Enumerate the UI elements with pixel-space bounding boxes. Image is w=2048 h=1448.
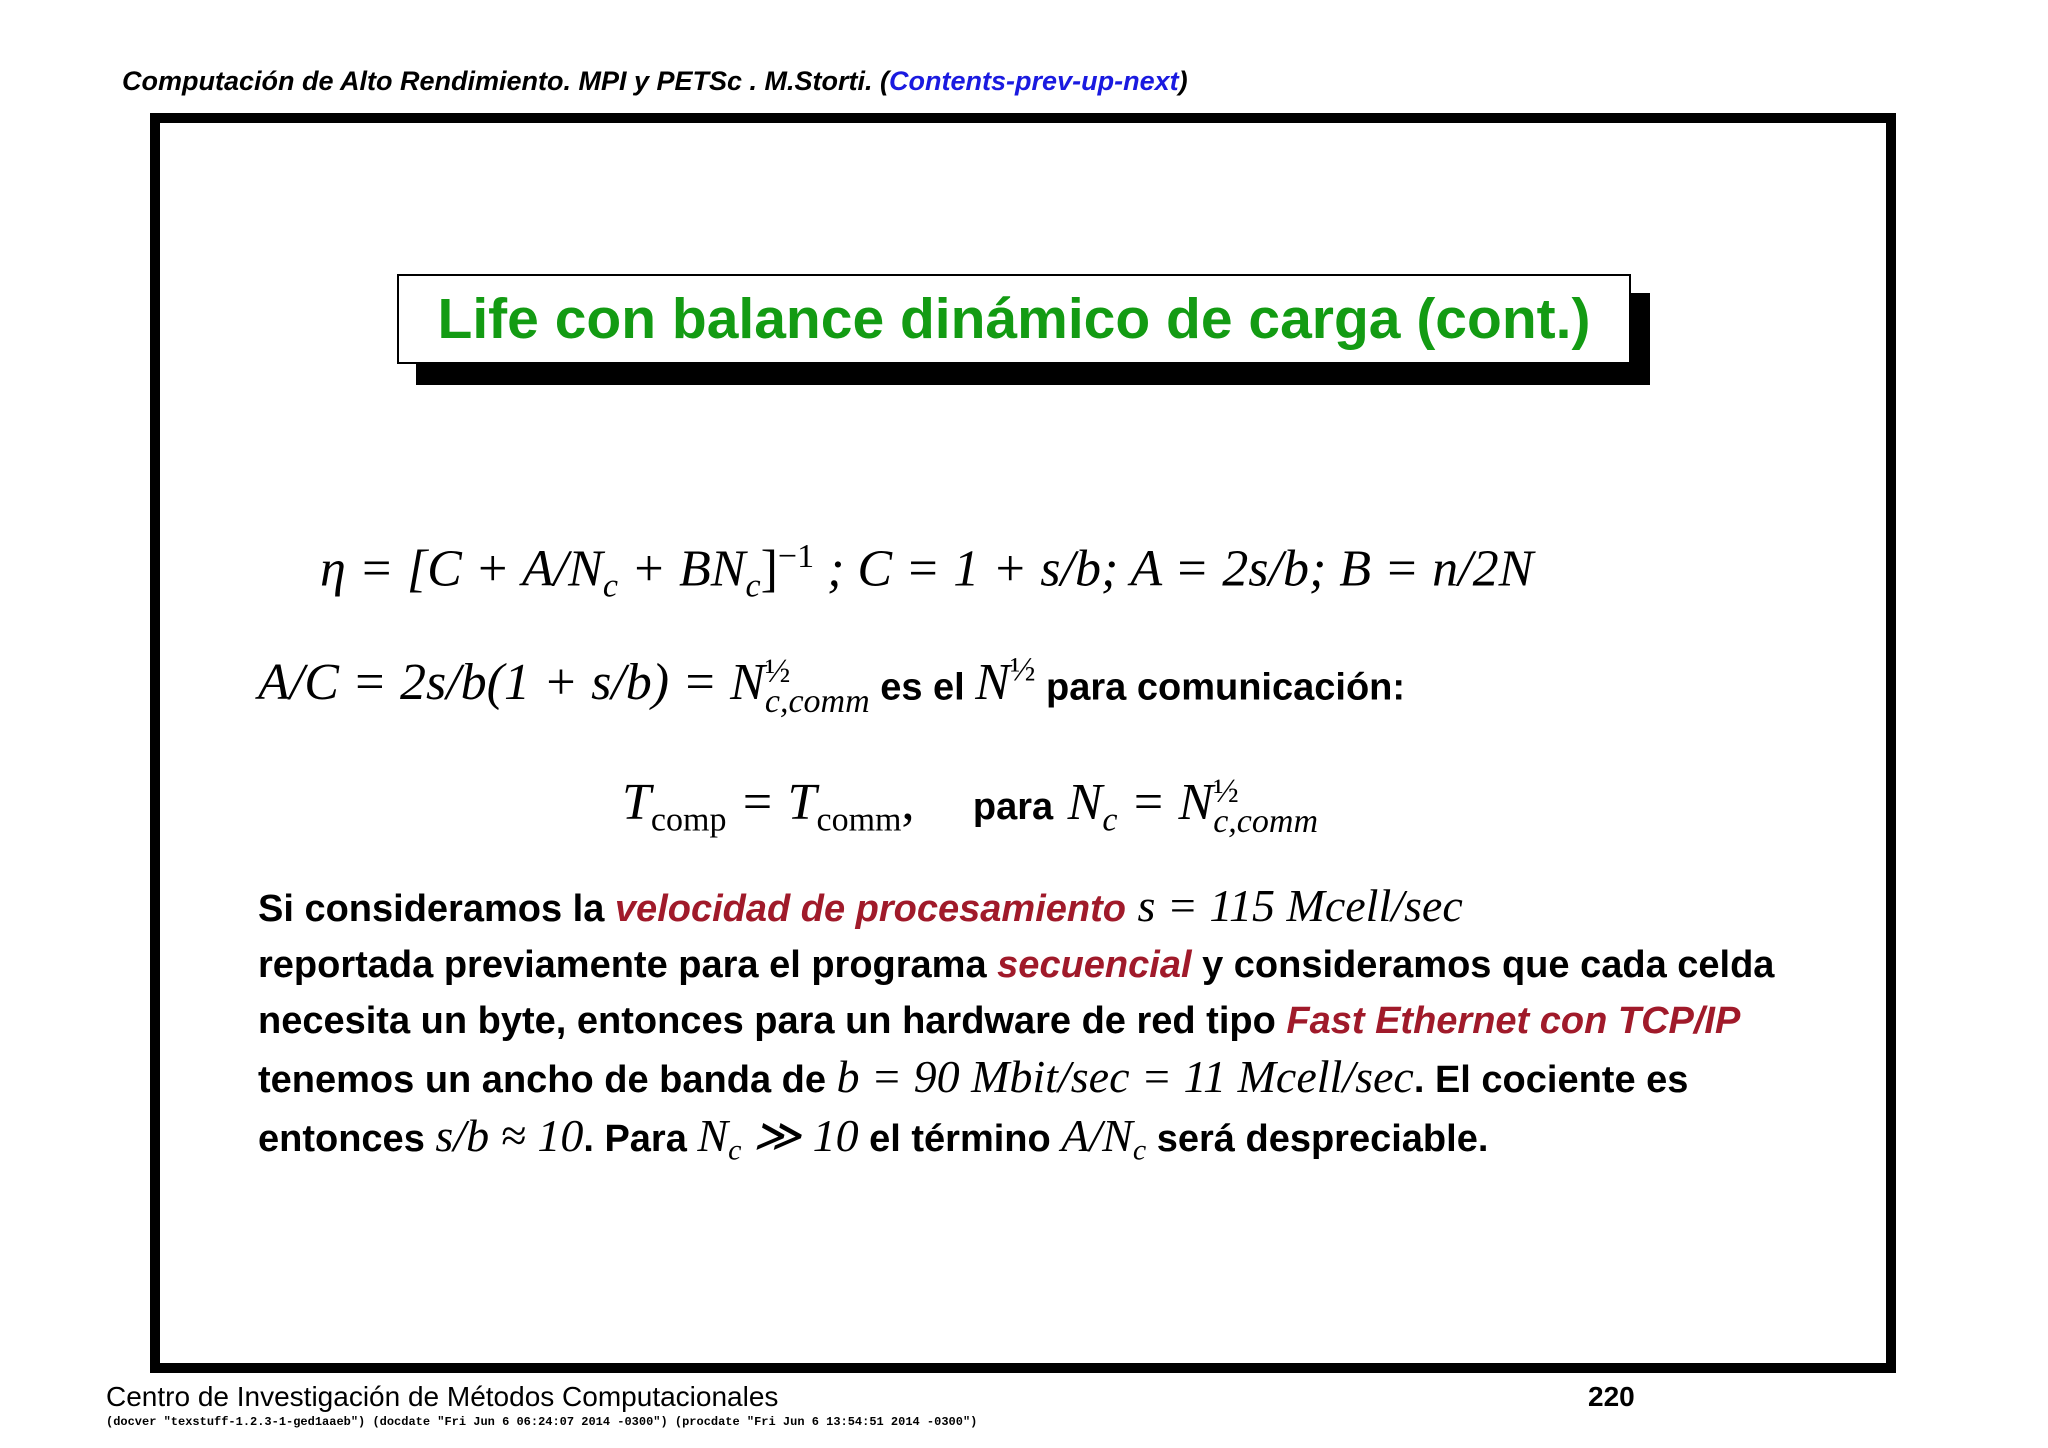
eq1-sub-c2: c (745, 567, 761, 605)
eq3-eq: = T (726, 774, 817, 831)
eq3-eq2: = N (1117, 774, 1214, 831)
eq1-close: ] (760, 540, 778, 598)
para-m6: A/N (1061, 1110, 1133, 1161)
eq3-comma: , (901, 774, 915, 831)
para-r3: Fast Ethernet con TCP/IP (1286, 1000, 1741, 1042)
eq1-mid: + BN (617, 540, 746, 598)
para-m4-sub: c (728, 1133, 742, 1167)
para-p2: reportada previamente para el programa (258, 944, 998, 986)
sep-2: - (1072, 66, 1082, 96)
para-p3: y consideramos que cada celda necesita un byte, entonces para un hardware de red tipo (258, 944, 1775, 1042)
para-m5: ≫ 10 (741, 1110, 859, 1161)
eq3-sub1: comp (650, 801, 727, 839)
para-m2: b = 90 Mbit/sec = 11 Mcell/sec (836, 1051, 1414, 1102)
eq1-sub-c: c (602, 567, 618, 605)
sep-1: - (1006, 66, 1016, 96)
eq3-sup: ½ (1213, 773, 1239, 811)
equation-ac-ratio (258, 652, 1406, 721)
eq3-sub-c: c (1102, 801, 1118, 839)
para-p5: . El cociente es entonces (258, 1059, 1689, 1160)
page-number: 220 (1588, 1381, 1635, 1412)
para-m4: N (697, 1110, 729, 1161)
body-paragraph (258, 878, 1818, 1179)
slide-title: Life con balance dinámico de carga (cont.) (397, 274, 1631, 364)
eq1-lhs: η = [C + A/N (320, 540, 603, 598)
para-m6-sub: c (1132, 1133, 1147, 1167)
footer-meta: (docver "texstuff-1.2.3-1-ged1aaeb") (docdate "Fri Jun 6 06:24:07 2014 -0300") (procdate "Fri Jun 6 13:54:51 2014 -0300") (106, 1415, 978, 1429)
eq2-text1: es el (869, 666, 976, 709)
eq2-n: N (975, 654, 1010, 712)
para-p6: . Para (583, 1118, 698, 1160)
eq3-sub3: c,comm (1213, 803, 1319, 841)
up-link[interactable]: up (1081, 66, 1115, 96)
eq2-sup2: ½ (1009, 652, 1036, 689)
eq2-text2: para comunicación: (1035, 666, 1406, 709)
equation-time-balance (622, 772, 1318, 839)
eq3-nc: N (1067, 774, 1103, 831)
eq1-rest: ; C = 1 + s/b; A = 2s/b; B = n/2N (814, 540, 1534, 598)
eq3-sub2: comm (816, 801, 902, 839)
footer-institution: Centro de Investigación de Métodos Computacionales (106, 1381, 779, 1412)
header-prefix: Computación de Alto Rendimiento. MPI y PETSc . M.Storti. ( (122, 66, 890, 96)
eq2-sup: ½ (764, 653, 791, 691)
sep-3: - (1114, 66, 1124, 96)
eq3-para: para (972, 786, 1054, 828)
next-link[interactable]: next (1123, 66, 1179, 96)
para-r1: velocidad de procesamiento (614, 888, 1126, 930)
prev-link[interactable]: prev (1015, 66, 1073, 96)
eq1-sup: −1 (777, 538, 815, 575)
eq3-t1: T (622, 774, 651, 831)
para-p1: Si consideramos la (258, 888, 615, 930)
eq2-math: A/C = 2s/b(1 + s/b) = N (258, 654, 765, 712)
equation-efficiency (320, 538, 1533, 606)
para-m3: s/b ≈ 10 (435, 1110, 584, 1161)
para-p8: será despreciable. (1146, 1118, 1489, 1160)
contents-link[interactable]: Contents (889, 66, 1007, 96)
para-p4: tenemos un ancho de banda de (258, 1059, 837, 1101)
header-suffix: ) (1178, 66, 1188, 96)
running-header (122, 66, 1188, 97)
para-r2: secuencial (997, 944, 1192, 986)
eq2-sub: c,comm (764, 683, 870, 721)
para-p7: el término (858, 1118, 1062, 1160)
para-m1: s = 115 Mcell/sec (1125, 880, 1463, 931)
